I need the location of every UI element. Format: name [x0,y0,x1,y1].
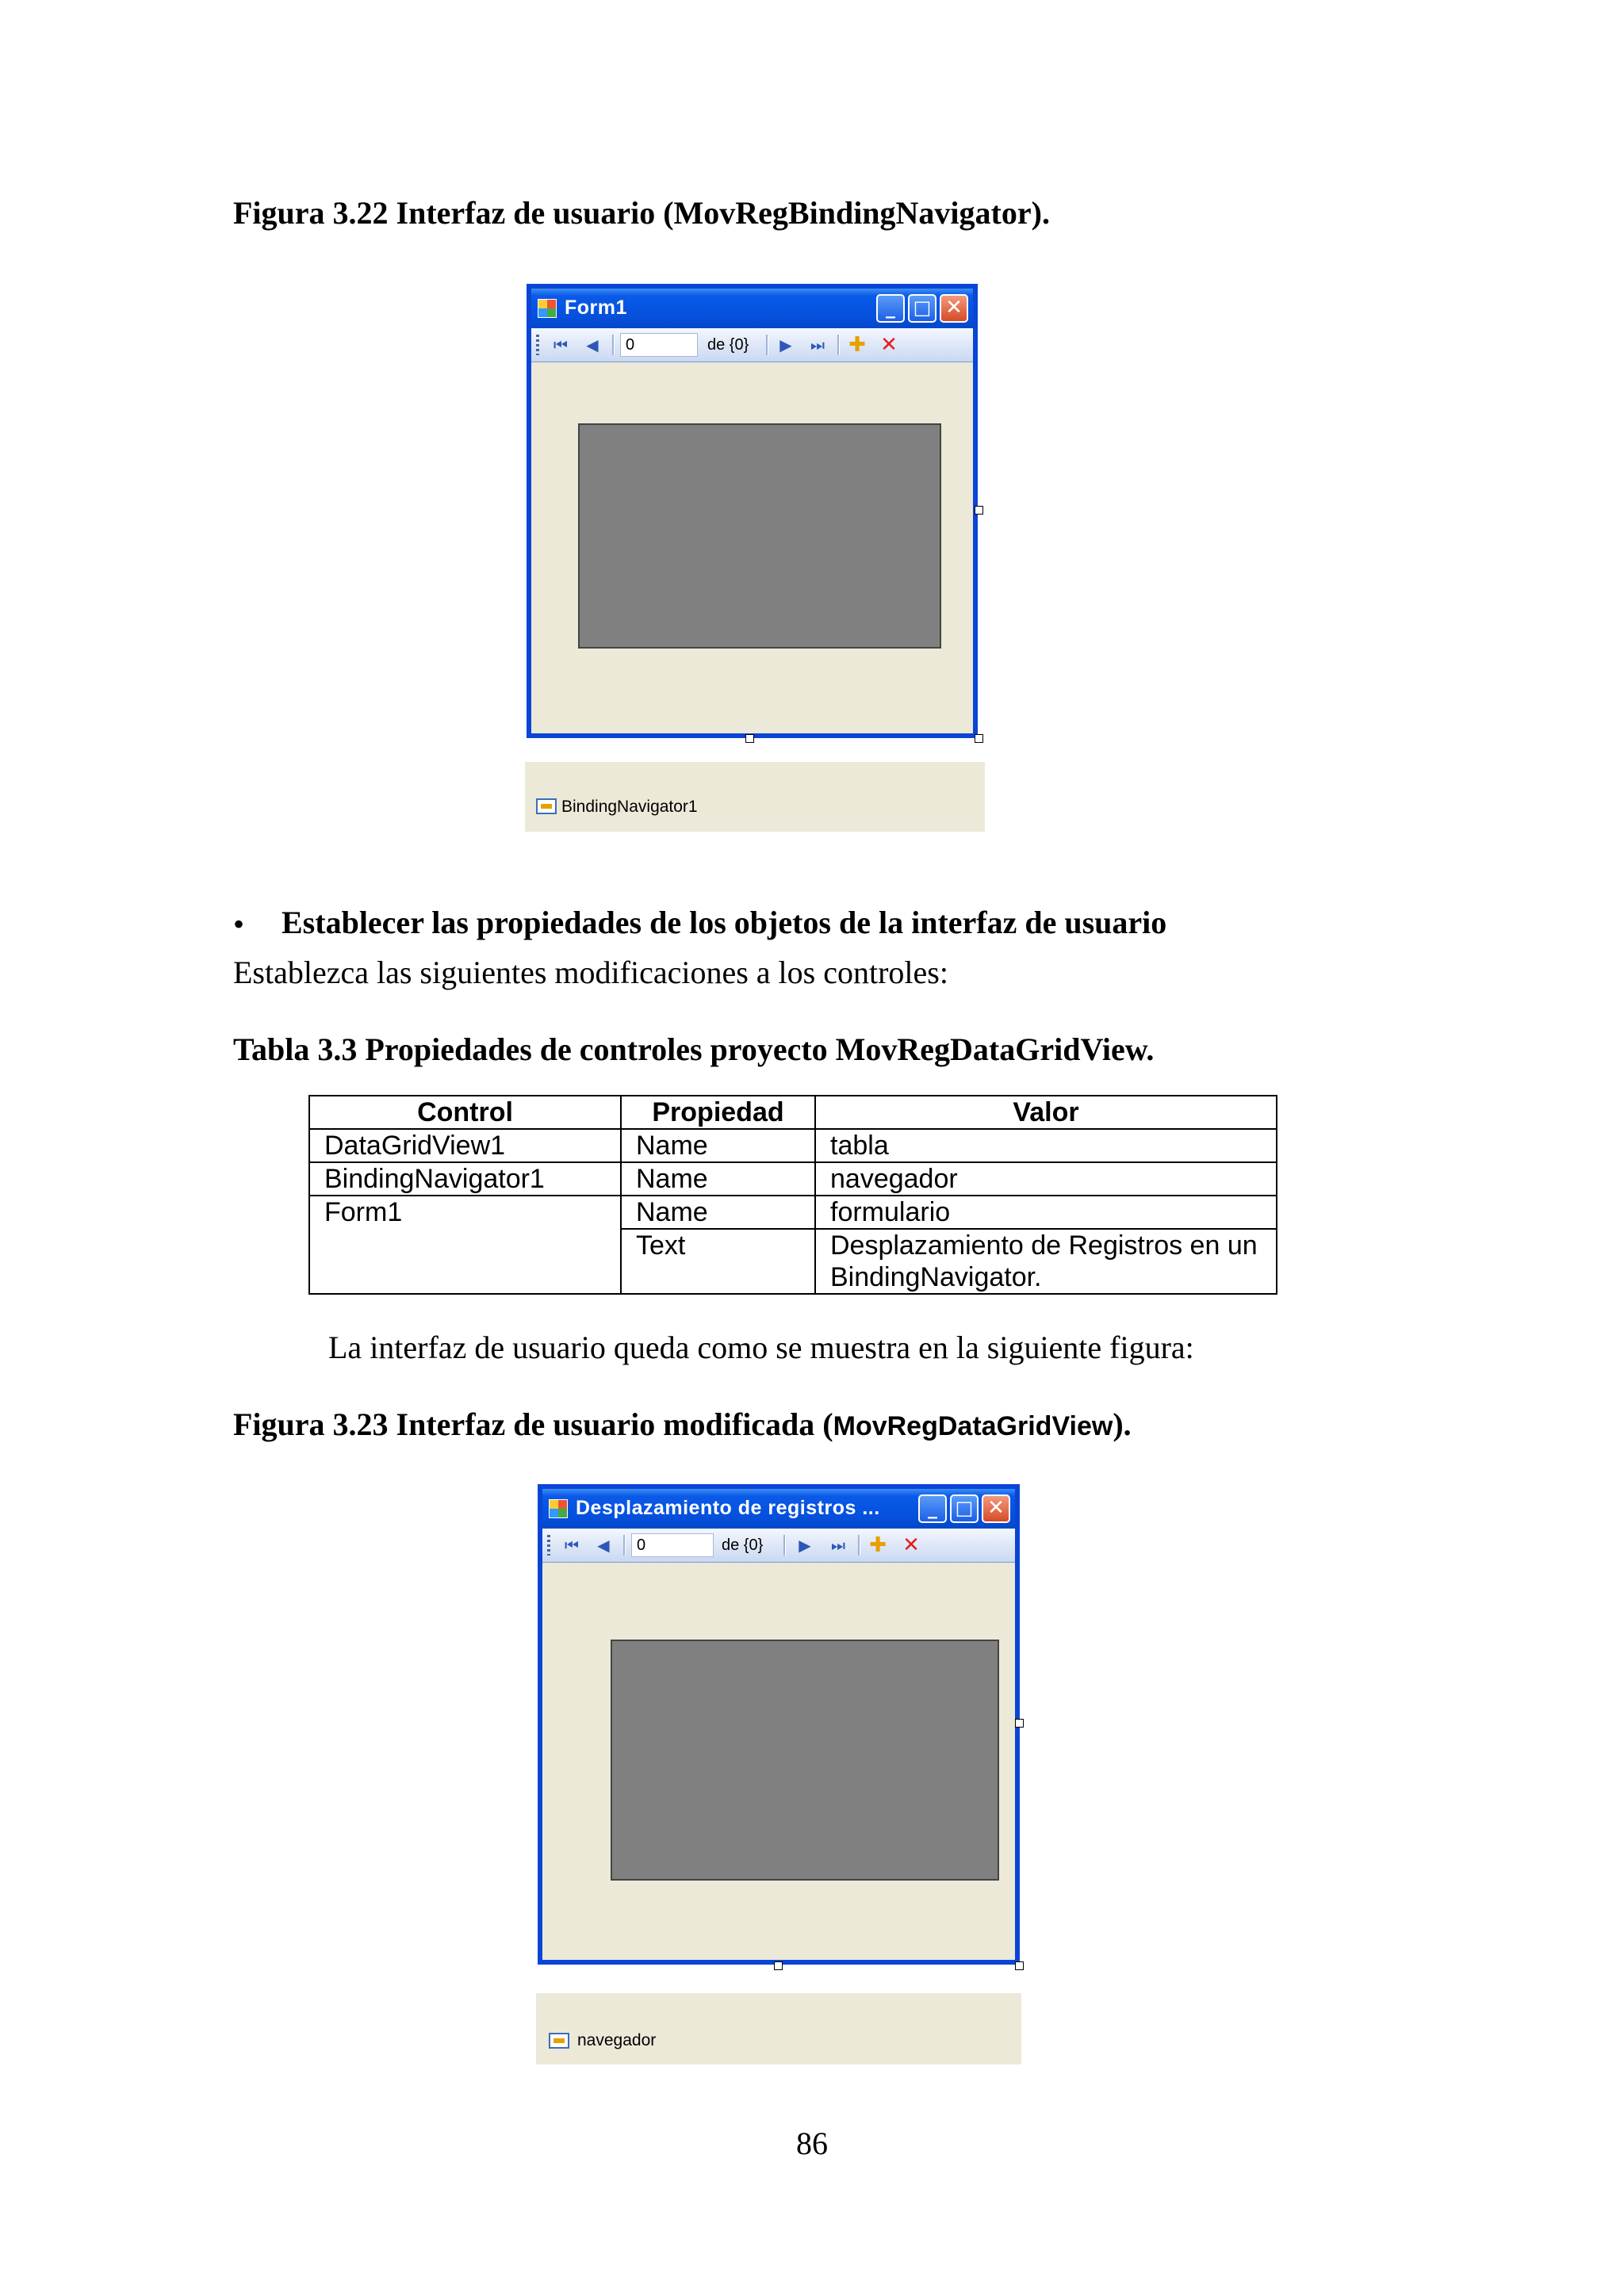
delete-icon[interactable]: ✕ [902,1533,920,1557]
count-label: de {0} [707,336,749,354]
form2-designer-window[interactable] [538,1484,1020,1965]
table-cell: tabla [815,1129,1277,1162]
figure-caption-3-22: Figura 3.22 Interfaz de usuario (MovRegBindingNavigator). [233,195,1050,231]
bullet-marker: • [233,906,245,942]
form-app-icon [549,1499,568,1518]
window-titlebar[interactable] [542,1489,1015,1529]
form1-designer-window[interactable] [527,284,978,738]
table-cell: Form1 [309,1196,621,1294]
resize-handle-corner[interactable] [1015,1961,1024,1970]
toolbar-separator [612,335,615,355]
table-header-cell: Control [309,1096,621,1129]
table-cell: Name [621,1196,815,1229]
form-app-icon [538,299,557,318]
table-cell: Text [621,1229,815,1294]
table-caption-3-3: Tabla 3.3 Propiedades de controles proyecto MovRegDataGridView. [233,1031,1155,1067]
caption-end: ). [1113,1406,1132,1442]
toolbar-separator [623,1535,626,1556]
table-cell: Name [621,1162,815,1196]
table-row [309,1196,1277,1229]
minimize-button[interactable]: _ [918,1494,947,1523]
tray-component-label[interactable]: navegador [577,2031,657,2049]
toolbar-separator [783,1535,786,1556]
binding-navigator-toolbar [542,1529,1015,1563]
caption-project-name: MovRegDataGridView [833,1411,1113,1441]
table-row [309,1129,1277,1162]
toolbar-separator [837,335,840,355]
add-new-icon[interactable]: ✚ [869,1533,887,1557]
position-input[interactable]: 0 [631,1533,714,1557]
table-cell: Desplazamiento de Registros en un BindingNavigator. [815,1229,1277,1294]
after-table-text: La interfaz de usuario queda como se muestra en la siguiente figura: [328,1330,1194,1365]
resize-handle-right[interactable] [975,506,983,515]
resize-handle-bottom[interactable] [745,734,754,743]
position-input[interactable]: 0 [620,333,698,357]
toolbar-separator [858,1535,860,1556]
table-cell: formulario [815,1196,1277,1229]
toolbar-grip-icon[interactable] [536,335,539,355]
figure-caption-3-23 [233,1406,1132,1443]
table-header-row [309,1096,1277,1129]
delete-icon[interactable]: ✕ [880,333,898,357]
datagridview-area[interactable] [611,1640,999,1881]
move-next-icon[interactable]: ▶ [799,1536,811,1555]
table-header-cell: Propiedad [621,1096,815,1129]
toolbar-separator [766,335,768,355]
resize-handle-bottom[interactable] [774,1961,783,1970]
move-previous-icon[interactable]: ◀ [586,335,599,354]
section-intro: Establezca las siguientes modificaciones a los controles: [233,955,948,990]
move-next-icon[interactable]: ▶ [779,335,792,354]
resize-handle-corner[interactable] [975,734,983,743]
close-button[interactable]: ✕ [940,294,968,323]
binding-navigator-icon [536,798,557,814]
binding-navigator-toolbar [531,328,973,362]
tray-component-label[interactable]: BindingNavigator1 [561,798,698,816]
table-row [309,1162,1277,1196]
window-title: Form1 [565,297,627,319]
section-heading: Establecer las propiedades de los objetos de la interfaz de usuario [282,905,1167,940]
window-title: Desplazamiento de registros ... [576,1497,880,1519]
move-first-icon[interactable]: ⏮ [553,335,568,354]
table-cell: Name [621,1129,815,1162]
toolbar-grip-icon[interactable] [547,1535,550,1556]
page-number: 86 [796,2126,828,2161]
table-cell: BindingNavigator1 [309,1162,621,1196]
table-header-cell: Valor [815,1096,1277,1129]
close-button[interactable]: ✕ [982,1494,1010,1523]
binding-navigator-icon [549,2033,569,2049]
move-last-icon[interactable]: ⏭ [810,335,825,354]
table-cell: DataGridView1 [309,1129,621,1162]
resize-handle-right[interactable] [1015,1719,1024,1728]
datagridview-area[interactable] [578,423,941,649]
move-previous-icon[interactable]: ◀ [597,1536,610,1555]
component-tray [536,1993,1021,2064]
table-cell: navegador [815,1162,1277,1196]
minimize-button[interactable]: _ [876,294,905,323]
window-titlebar[interactable] [531,289,973,328]
maximize-button[interactable]: □ [950,1494,979,1523]
add-new-icon[interactable]: ✚ [848,333,866,357]
component-tray [525,762,985,832]
properties-table [308,1095,1277,1295]
maximize-button[interactable]: □ [908,294,936,323]
count-label: de {0} [722,1536,764,1554]
caption-main: Figura 3.23 Interfaz de usuario modificada ( [233,1406,833,1442]
move-last-icon[interactable]: ⏭ [831,1536,845,1555]
move-first-icon[interactable]: ⏮ [565,1536,579,1555]
